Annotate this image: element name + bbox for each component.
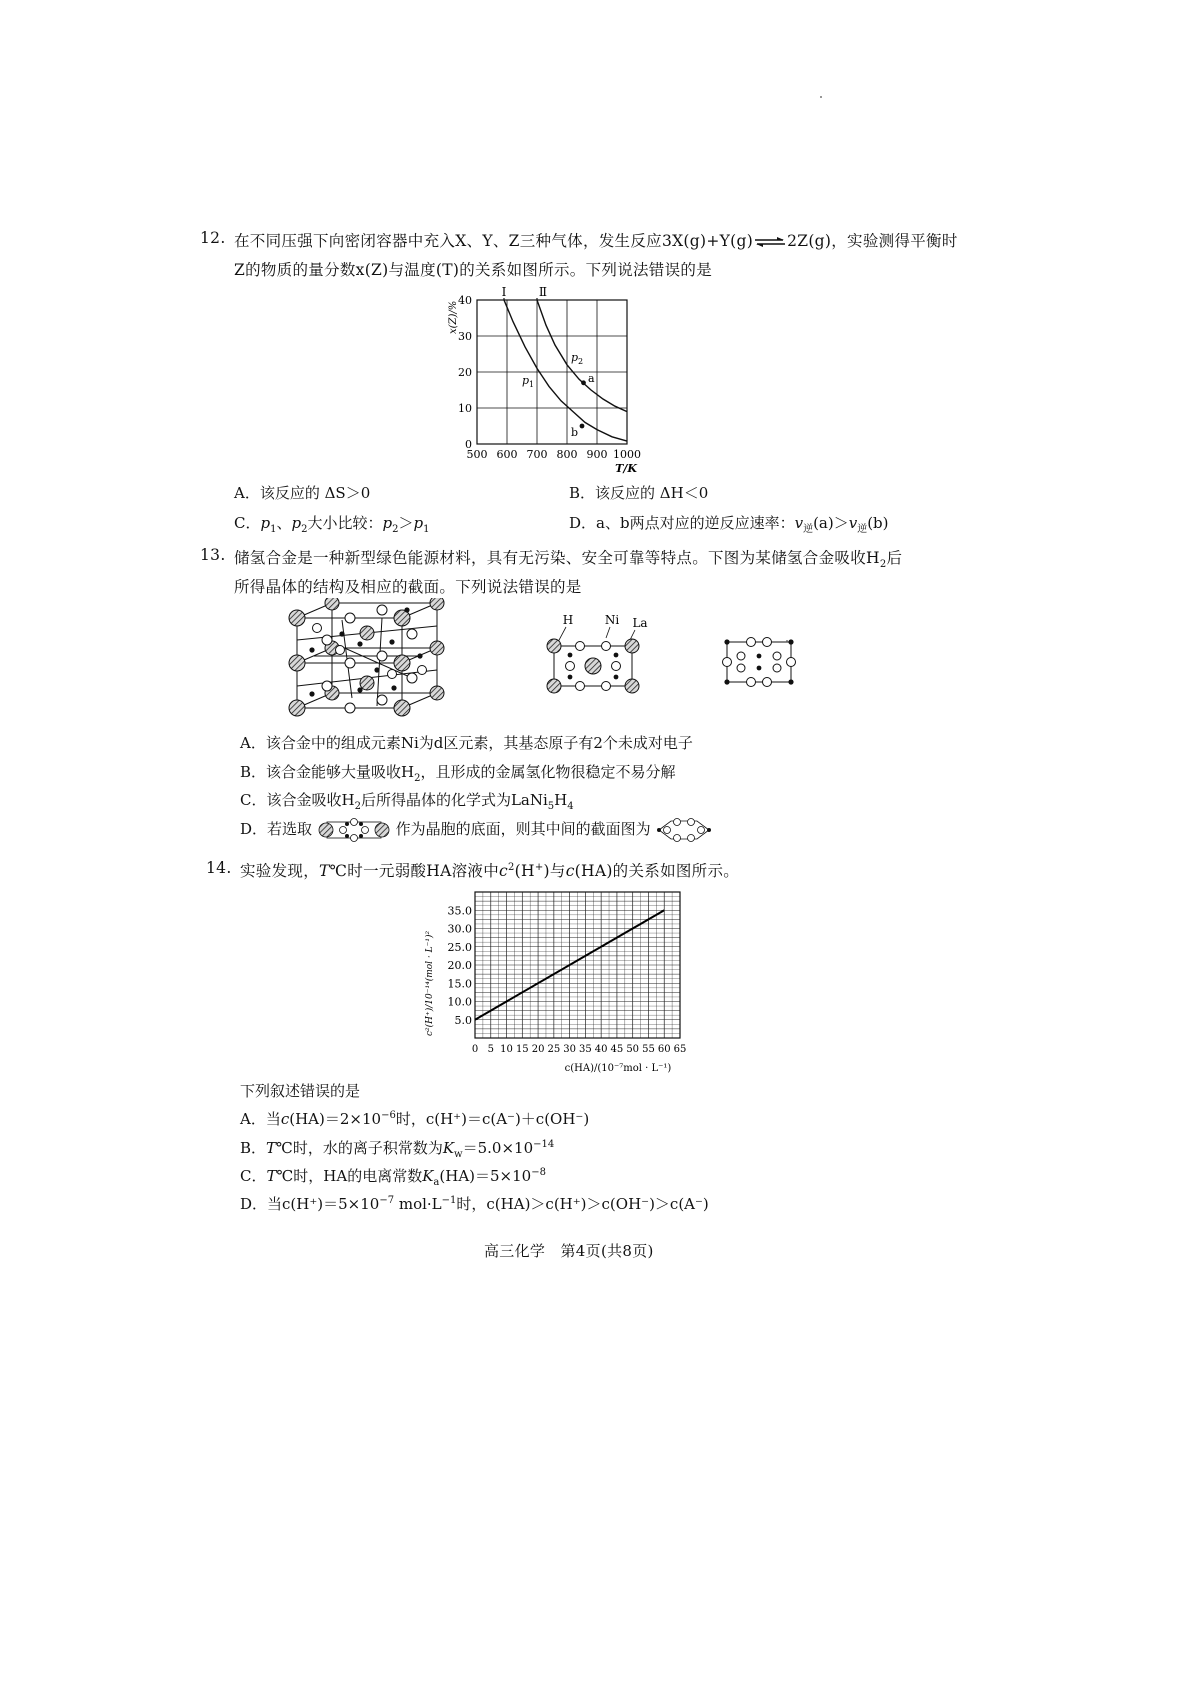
chart12-xtick: 700 (526, 448, 548, 461)
chart12-xtick: 1000 (613, 448, 641, 461)
chart12-curve-2 (537, 300, 627, 412)
chart14-xtick: 65 (673, 1044, 687, 1055)
q12-stem-line1: 在不同压强下向密闭容器中充入X、Y、Z三种气体，发生反应3X(g)+Y(g) 2Z(g)，实验测得平衡时 (234, 232, 958, 250)
chart14-xtick: 40 (594, 1044, 608, 1055)
chart14-xtick: 20 (531, 1044, 545, 1055)
chart14-ylabel: c²(H⁺)/10⁻¹⁴(mol · L⁻¹)² (425, 930, 435, 1036)
chart14-xtick: 25 (547, 1044, 561, 1055)
q13-option-b: B．该合金能够大量吸收$H_2$，且形成的金属氢化物很稳定不易分解 (240, 763, 676, 784)
chart12-point-a-label: a (588, 372, 595, 385)
chart12-curves (504, 298, 627, 441)
chart14-xtick: 50 (626, 1044, 640, 1055)
q13-stem-line2: 所得晶体的结构及相应的截面。下列说法错误的是 (234, 578, 582, 596)
chart14-xtick: 35 (579, 1044, 592, 1055)
chart12-ylabel: x(Z)/% (448, 300, 459, 334)
chart12-grid (477, 300, 627, 444)
chart14-figure (420, 886, 700, 1076)
q14-number: 14. (206, 859, 232, 877)
chart14-ytick: 35.0 (447, 904, 472, 918)
chart12-curve-label-2: Ⅱ (538, 285, 548, 299)
chart12-ytick: 0 (465, 438, 472, 451)
chart14-ytick: 30.0 (447, 922, 472, 936)
crystal-structure-diagram (282, 598, 482, 728)
chart14-xtick: 30 (563, 1044, 576, 1055)
label-h: H (562, 613, 574, 627)
middle-section-icon (655, 818, 713, 842)
q12-option-b: B．该反应的 ΔH＜0 (569, 484, 709, 502)
q13-option-a: A．该合金中的组成元素Ni为d区元素，其基态原子有2个未成对电子 (240, 734, 693, 752)
equilibrium-arrow-icon (753, 236, 787, 248)
q12-option-c: C．$p_1$、$p_2$大小比较：$p_2>p_1$ (234, 514, 430, 535)
q14-lead: 下列叙述错误的是 (240, 1082, 361, 1100)
chart12-ytick: 30 (458, 330, 472, 343)
chart14-ytick: 20.0 (447, 959, 472, 972)
mid-section-diagram (715, 632, 805, 692)
chart14-xtick: 5 (487, 1044, 494, 1055)
chart14-xtick: 60 (657, 1044, 671, 1055)
q13-stem-line1: 储氢合金是一种新型绿色能源材料，具有无污染、安全可靠等特点。下图为某储氢合金吸收$H_2$后 (234, 549, 903, 571)
q13-option-c: C．该合金吸收$H_2$后所得晶体的化学式为$LaNi_5H_4$ (240, 791, 574, 812)
chart14-xtick: 10 (500, 1044, 513, 1055)
q12-stem-line2: Z的物质的量分数x(Z)与温度(T)的关系如图所示。下列说法错误的是 (234, 261, 713, 279)
chart12-ytick: 40 (458, 294, 472, 307)
q12-option-a: A．该反应的 ΔS＞0 (234, 484, 371, 502)
chart14-xlabel: c(HA)/(10⁻⁷mol · L⁻¹) (564, 1063, 672, 1074)
chart12-point-b (580, 424, 585, 429)
chart14-xtick: 45 (610, 1044, 624, 1055)
chart12-point-b-label: b (571, 426, 579, 439)
label-ni: Ni (604, 613, 620, 627)
chart12-point-a (581, 380, 586, 385)
q14-option-c: C．T℃时，HA的电离常数$K_a(HA)=5\times 10^{-8}$ (240, 1167, 546, 1188)
page-footer: 高三化学 第4页(共8页) (484, 1242, 654, 1260)
chart12-ytick: 20 (458, 366, 472, 379)
q13-option-d: D．若选取 作为晶胞的底面，则其中间的截面图为 (240, 818, 713, 842)
chart12-p2-label: $p_2$ (571, 351, 584, 366)
chart12-xtick: 800 (556, 448, 578, 461)
base-face-icon (317, 818, 391, 842)
chart14-xtick: 0 (471, 1044, 479, 1055)
chart14-ytick: 15.0 (447, 977, 472, 991)
chart12-xtick: 600 (496, 448, 518, 461)
label-la: La (632, 616, 648, 630)
scan-speck (786, 640, 788, 642)
chart14-ytick: 10.0 (447, 995, 472, 1009)
q14-stem: 实验发现，T℃时一元弱酸HA溶液中$c^2(H^+)$与c(HA)的关系如图所示。 (240, 861, 740, 880)
chart12-xtick: 500 (466, 448, 488, 461)
scan-speck (820, 96, 822, 98)
q13-number: 13. (200, 546, 226, 564)
chart12-curve-1 (504, 300, 627, 441)
q14-option-a: A．当$c(HA)=2\times 10^{-6}$时，c(H⁺)＝c(A⁻)＋c(OH⁻) (240, 1110, 590, 1128)
chart12-p1-label: $p_1$ (522, 374, 535, 389)
q12-option-d: D．a、b两点对应的逆反应速率：$v_逆(a)>v_逆(b)$ (569, 514, 889, 535)
chart14-xtick: 55 (642, 1044, 655, 1055)
chart12-curve-label-1: Ⅰ (501, 285, 507, 299)
chart14-xtick: 15 (515, 1044, 529, 1055)
chart14-ytick: 25.0 (447, 940, 472, 954)
q14-option-d: D．当$c(H^+)=5\times 10^{-7}$ $mol\cdot L^{-1}$时，c(HA)＞c(H⁺)＞c(OH⁻)＞c(A⁻) (240, 1195, 709, 1213)
chart14-ytick: 5.0 (454, 1013, 472, 1027)
chart12-figure (440, 284, 660, 479)
cross-section-diagram (540, 612, 650, 697)
q14-option-b: B．T℃时，水的离子积常数为$K_w=5.0\times 10^{-14}$ (240, 1139, 555, 1160)
chart12-xlabel: T/K (615, 462, 637, 475)
chart12-xtick: 900 (586, 448, 608, 461)
chart12-ytick: 10 (458, 402, 472, 415)
chart14-grid (475, 892, 680, 1038)
q12-number: 12. (200, 229, 226, 247)
